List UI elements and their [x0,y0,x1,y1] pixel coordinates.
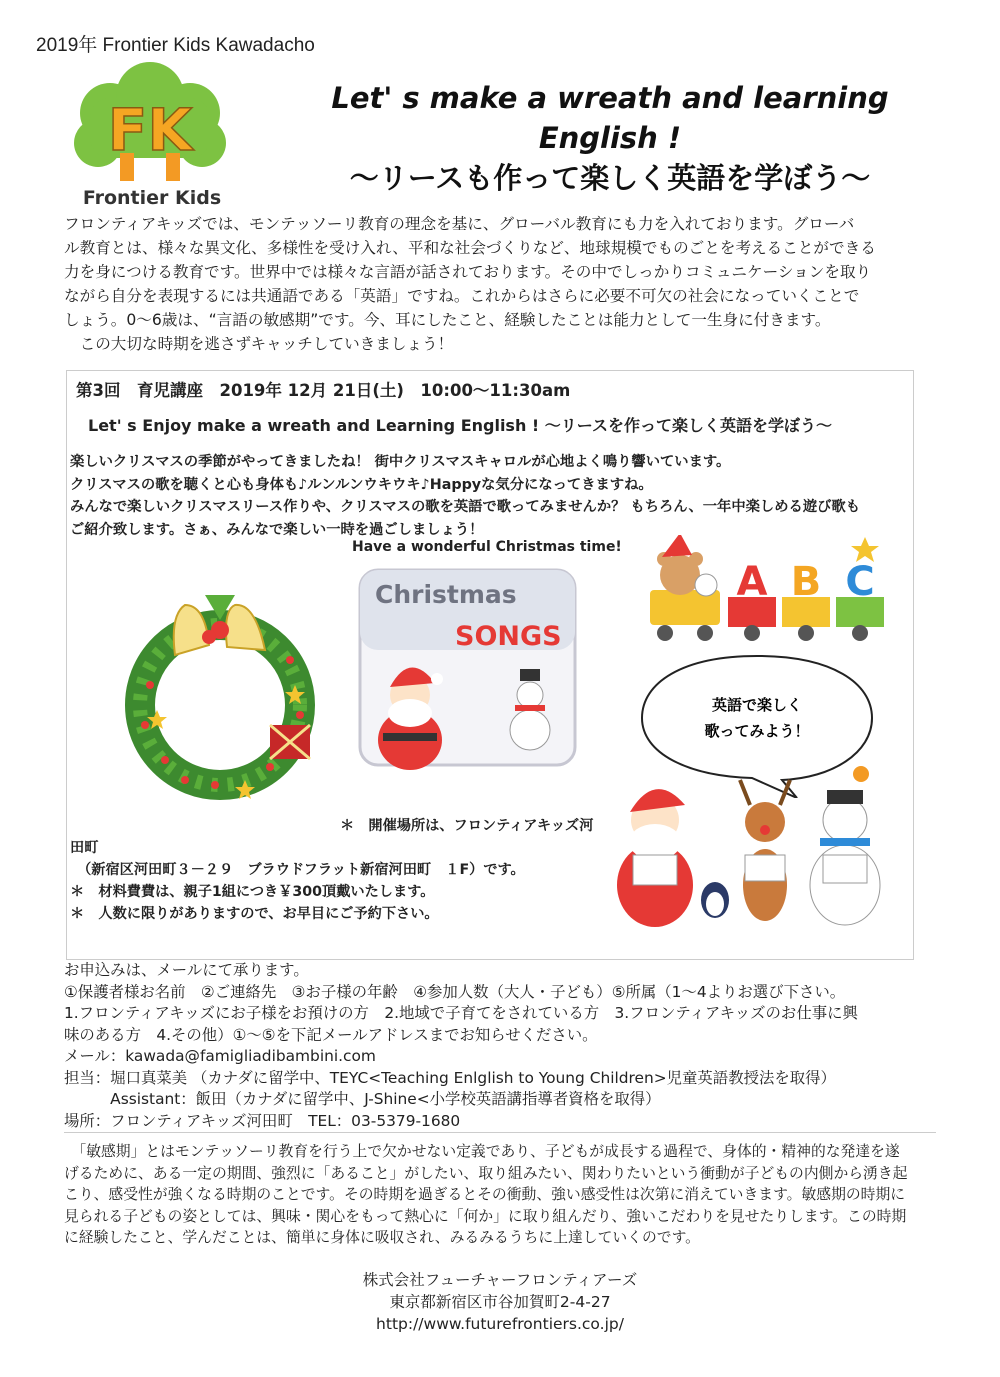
bubble-line-2: 歌ってみよう！ [704,722,810,740]
company-url[interactable]: http://www.futurefrontiers.co.jp/ [376,1315,624,1333]
apply-line: ①保護者様お名前 ②ご連絡先 ③お子様の年齢 ④参加人数（大人・子ども）⑤所属（1～4よりお選び下さい。 [64,982,846,1001]
intro-line: ル教育とは、様々な異文化、多様性を受け入れ、平和な社会づくりなど、地球規模でものごとを考えることができる [64,239,876,257]
frontier-kids-logo [60,58,240,208]
fee-note: ＊ 材料費費は、親子1組につき￥300頂戴いたします。 [70,884,435,900]
title-line-2: English ! [538,121,682,155]
intro-line: この大切な時期を逃さずキャッチしていきましょう！ [64,335,454,353]
company-info [0,1269,1000,1335]
wreath-illustration [105,575,335,805]
intro-line: ながら自分を表現するには共通語である「英語」ですね。これからはさらに必要不可欠の社会になっていくことで [64,287,860,305]
page-title [300,78,920,198]
event-description [70,451,910,541]
venue-note-1: ＊ 開催場所は、フロンティアキッズ河 [340,818,594,834]
train-letter-b: B [790,559,822,605]
logo-letters: FK [107,96,193,164]
bird-icon [853,766,869,782]
apply-line: 味のある方 4.その他）①～⑤を下記メールアドレスまでお知らせください。 [64,1025,598,1044]
title-line-1: Let' s make a wreath and learning [331,81,889,115]
intro-line: しょう。0～6歳は、“言語の敏感期”です。今、耳にしたこと、経験したことは能力として一生身に付きます。 [64,311,831,329]
snowman-icon [810,766,880,925]
event-title: 第3回 育児講座 2019年 12月 21日(土) 10:00～11:30am [76,381,571,400]
intro-line: フロンティアキッズでは、モンテッソーリ教育の理念を基に、グローバル教育にも力を入れております。グローバ [64,215,855,233]
reindeer-icon [740,780,790,921]
staff-line: 担当：堀口真菜美 （カナダに留学中、TEYC<Teaching Enlglish to Young Children>児童英語教授法を取得） [64,1068,836,1087]
location-line: 場所：フロンティアキッズ河田町 TEL：03-5379-1680 [64,1111,461,1130]
ribbon-icon [270,725,310,759]
title-line-3: ～リースも作って楽しく英語を学ぼう～ [349,161,871,195]
sensitive-period-footnote [64,1141,936,1249]
assistant-line: Assistant：飯田（カナダに留学中、J-Shine<小学校英語講指導者資格を取得） [64,1090,661,1108]
company-address: 東京都新宿区市谷加賀町2-4-27 [389,1293,611,1311]
footnote-line: 「敏感期」とはモンテッソーリ教育を行う上で欠かせない定義であり、子どもが成長する過程で、身体的・精神的な発達を遂 [64,1143,900,1160]
venue-address: （新宿区河田町３－２９ ブラウドフラット新宿河田町 １F）です。 [70,862,525,878]
logo-caption: Frontier Kids [82,187,222,208]
footnote-line: げるために、ある一定の期間、強烈に「あること」がしたい、取り組みたい、関わりたいという衝動が子どもの内側から湧き起 [64,1164,908,1182]
footnote-line: 見られる子どもの姿としては、興味・関心をもって熱心に「何か」に取り組んだり、強いこだわりを見せたりします。この時期 [64,1207,907,1225]
christmas-songs-illustration [355,565,580,775]
event-notes [70,815,630,925]
event-line: クリスマスの歌を聴くと心も身体も♪ルンルンウキウキ♪Happyな気分になってきますね。 [70,476,653,493]
apply-line: お申込みは、メールにて承ります。 [64,961,309,979]
bell-icon [174,595,265,655]
train-letter-a: A [736,559,768,605]
card-word-songs: SONGS [455,621,562,652]
event-line: ご紹介致します。さぁ、みんなで楽しい一時を過ごしましょう！ [70,521,484,538]
limit-note: ＊ 人数に限りがありますので、お早目にご予約下さい。 [70,906,439,922]
apply-line: 1.フロンティアキッズにお子様をお預けの方 2.地域で子育てをされている方 3.フロンティアキッズのお仕事に興 [64,1004,858,1022]
org-header: 2019年 Frontier Kids Kawadacho [36,35,315,56]
train-letter-c: C [845,559,875,605]
intro-paragraph [64,212,936,356]
intro-line: 力を身につける教育です。世界中では様々な言語が話されております。その中でしっかりコミュニケーションを取り [64,263,872,281]
abc-train-illustration [640,535,890,645]
singing-characters-illustration [605,760,895,930]
penguin-icon [701,882,729,918]
footnote-line: こり、感受性が強くなる時期のことです。その時期を過ぎるとその衝動、強い感受性は次第に消えていきます。敏感期の時期に [64,1186,906,1203]
wonderful-christmas-text: Have a wonderful Christmas time! [352,539,622,555]
venue-note-2: 田町 [70,840,99,856]
event-subtitle: Let' s Enjoy make a wreath and Learning English ! ～リースを作って楽しく英語を学ぼう～ [88,416,832,435]
bear-icon [650,535,720,625]
event-line: みんなで楽しいクリスマスリース作りや、クリスマスの歌を英語で歌ってみませんか？ もちろん、一年中楽しめる遊び歌も [70,499,861,515]
email-line[interactable]: メール：kawada@famigliadibambini.com [64,1047,376,1065]
bubble-line-1: 英語で楽しく [711,696,803,714]
footnote-line: に経験したこと、学んだことは、簡単に身体に吸収され、みるみるうちに上達していくのです。 [64,1229,700,1246]
wreath-icon [105,575,335,805]
company-name: 株式会社フューチャーフロンティアーズ [362,1271,638,1289]
card-word-christmas: Christmas [375,580,517,609]
application-info [64,960,944,1132]
event-line: 楽しいクリスマスの季節がやってきましたね！ 街中クリスマスキャロルが心地よく鳴り響いています。 [70,454,731,470]
